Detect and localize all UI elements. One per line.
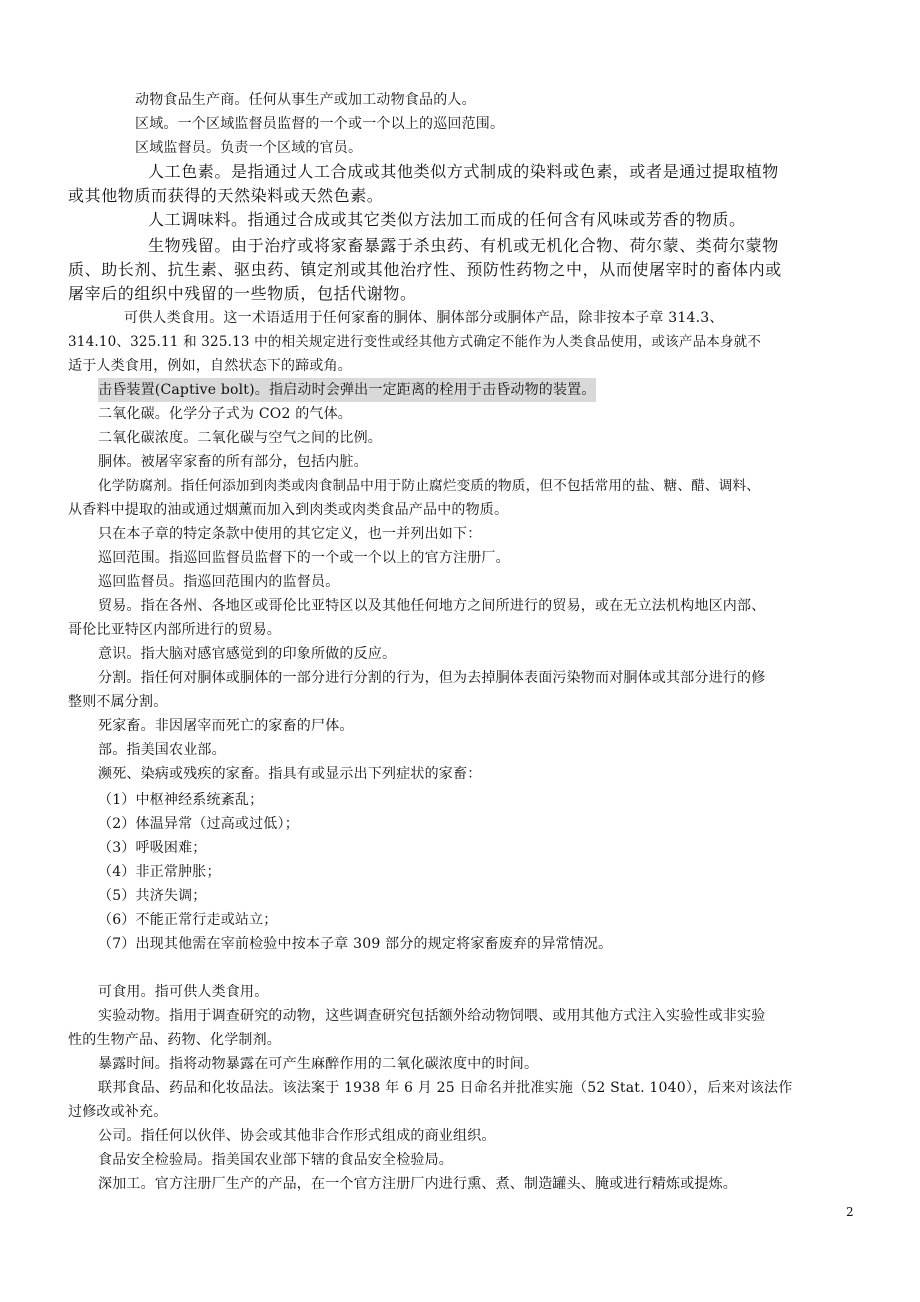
paragraph: 人工色素。是指通过人工合成或其他类似方式制成的染料或色素，或者是通过提取植物 xyxy=(148,162,779,181)
list-item: （6）不能正常行走或站立； xyxy=(98,912,278,928)
list-item: （5）共济失调； xyxy=(98,888,207,904)
paragraph: 濒死、染病或残疾的家畜。指具有或显示出下列症状的家畜： xyxy=(98,766,482,782)
paragraph: 可食用。指可供人类食用。 xyxy=(98,984,269,1000)
paragraph: 巡回监督员。指巡回范围内的监督员。 xyxy=(98,574,340,590)
highlighted-paragraph: 击昏装置(Captive bolt)。指启动时会弹出一定距离的栓用于击昏动物的装置。 xyxy=(98,378,596,402)
paragraph: 部。指美国农业部。 xyxy=(98,742,226,758)
page-number: 2 xyxy=(846,1205,854,1219)
paragraph: 实验动物。指用于调查研究的动物，这些调查研究包括额外给动物饲喂、或用其他方式注入实验性或非实验 xyxy=(98,1008,766,1024)
paragraph: 314.10、325.11 和 325.13 中的相关规定进行变性或经其他方式确定不能作为人类食品使用，或该产品本身就不 xyxy=(68,334,762,350)
paragraph: 化学防腐剂。指任何添加到肉类或肉食制品中用于防止腐烂变质的物质，但不包括常用的盐、糖、醋、调料、 xyxy=(98,478,761,494)
paragraph: 分割。指任何对胴体或胴体的一部分进行分割的行为，但为去掉胴体表面污染物而对胴体或其部分进行的修 xyxy=(98,670,766,686)
paragraph: 深加工。官方注册厂生产的产品，在一个官方注册厂内进行熏、煮、制造罐头、腌或进行精炼或提炼。 xyxy=(98,1176,737,1192)
paragraph: 哥伦比亚特区内部所进行的贸易。 xyxy=(68,622,281,638)
paragraph: 性的生物产品、药物、化学制剂。 xyxy=(68,1032,281,1048)
paragraph: 区域监督员。负责一个区域的官员。 xyxy=(135,140,363,156)
paragraph: 适于人类食用，例如，自然状态下的蹄或角。 xyxy=(68,358,352,374)
paragraph: 意识。指大脑对感官感觉到的印象所做的反应。 xyxy=(98,646,397,662)
paragraph: 巡回范围。指巡回监督员监督下的一个或一个以上的官方注册厂。 xyxy=(98,550,510,566)
paragraph: 二氧化碳浓度。二氧化碳与空气之间的比例。 xyxy=(98,430,382,446)
paragraph: 质、助长剂、抗生素、驱虫药、镇定剂或其他治疗性、预防性药物之中，从而使屠宰时的畜体内或 xyxy=(68,260,782,279)
paragraph: 可供人类食用。这一术语适用于任何家畜的胴体、胴体部分或胴体产品，除非按本子章 314.3、 xyxy=(124,310,724,326)
list-item: （3）呼吸困难； xyxy=(98,840,207,856)
paragraph: 只在本子章的特定条款中使用的其它定义，也一并列出如下： xyxy=(98,526,482,542)
paragraph: 胴体。被屠宰家畜的所有部分，包括内脏。 xyxy=(98,454,368,470)
paragraph: 人工调味料。指通过合成或其它类似方法加工而成的任何含有风味或芳香的物质。 xyxy=(148,210,746,229)
paragraph: 从香料中提取的油或通过烟薰而加入到肉类或肉类食品产品中的物质。 xyxy=(68,502,509,518)
paragraph: 过修改或补充。 xyxy=(68,1104,168,1120)
paragraph: 二氧化碳。化学分子式为 CO2 的气体。 xyxy=(98,406,352,422)
list-item: （4）非正常肿胀； xyxy=(98,864,221,880)
list-item: （1）中枢神经系统紊乱； xyxy=(98,792,264,808)
list-item: （2）体温异常（过高或过低）； xyxy=(98,816,299,832)
list-item: （7）出现其他需在宰前检验中按本子章 309 部分的规定将家畜废弃的异常情况。 xyxy=(98,936,613,952)
paragraph: 公司。指任何以伙伴、协会或其他非合作形式组成的商业组织。 xyxy=(98,1128,496,1144)
paragraph: 死家畜。非因屠宰而死亡的家畜的尸体。 xyxy=(98,718,354,734)
paragraph: 生物残留。由于治疗或将家畜暴露于杀虫药、有机或无机化合物、荷尔蒙、类荷尔蒙物 xyxy=(148,236,779,255)
paragraph: 动物食品生产商。任何从事生产或加工动物食品的人。 xyxy=(135,92,476,108)
paragraph: 区域。一个区域监督员监督的一个或一个以上的巡回范围。 xyxy=(135,116,505,132)
paragraph: 整则不属分割。 xyxy=(68,694,168,710)
paragraph: 贸易。指在各州、各地区或哥伦比亚特区以及其他任何地方之间所进行的贸易，或在无立法机构地区内部、 xyxy=(98,598,766,614)
paragraph: 或其他物质而获得的天然染料或天然色素。 xyxy=(68,186,384,205)
paragraph: 食品安全检验局。指美国农业部下辖的食品安全检验局。 xyxy=(98,1152,453,1168)
paragraph: 暴露时间。指将动物暴露在可产生麻醉作用的二氧化碳浓度中的时间。 xyxy=(98,1056,539,1072)
paragraph: 联邦食品、药品和化妆品法。该法案于 1938 年 6 月 25 日命名并批准实施（52 Stat. 1040），后来对该法作 xyxy=(98,1080,793,1096)
paragraph: 屠宰后的组织中残留的一些物质，包括代谢物。 xyxy=(68,284,417,303)
